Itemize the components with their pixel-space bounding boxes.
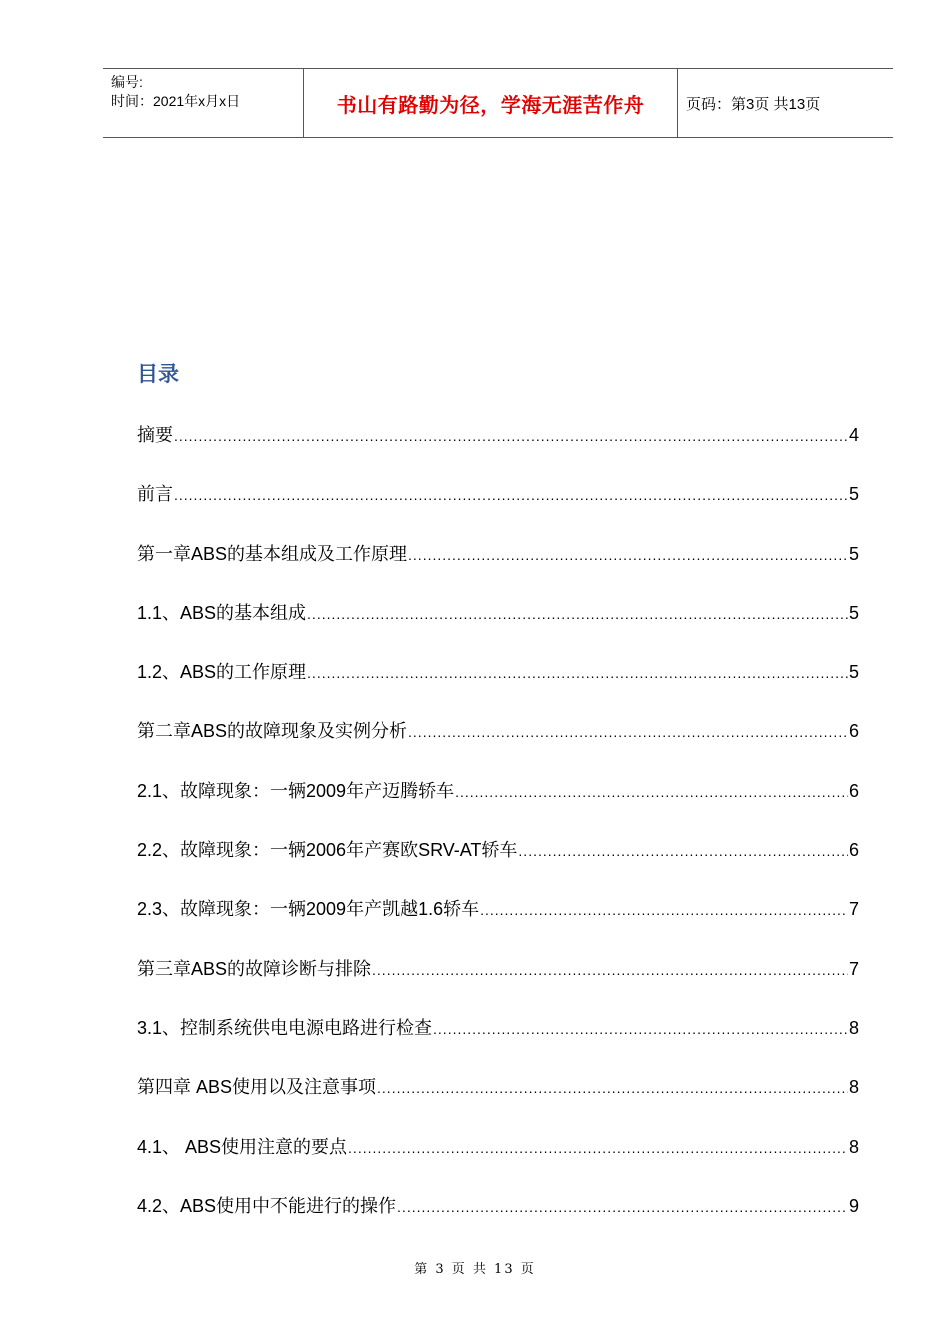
toc-entry[interactable] (137, 716, 859, 775)
toc-entry-text: 第一章ABS的基本组成及工作原理 (137, 543, 408, 564)
header-page-label: 页码：第3页 共13页 (686, 95, 821, 113)
toc-leader-dots (307, 658, 848, 688)
toc-entry-text: 3.1、控制系统供电电源电路进行检查 (137, 1017, 433, 1038)
page-footer: 第 3 页 共 13 页 (414, 1262, 536, 1277)
toc-entry-text: 1.2、ABS的工作原理 (137, 662, 307, 683)
toc-entry[interactable] (137, 420, 859, 479)
toc-entry-page: 5 (848, 662, 859, 683)
toc-leader-dots (377, 1073, 848, 1103)
toc-entry-page: 6 (848, 840, 859, 861)
toc-leader-dots (408, 717, 848, 747)
toc-entry-text: 第四章 ABS使用以及注意事项 (137, 1077, 377, 1098)
toc-entry-page: 4 (848, 425, 859, 445)
page-header (103, 68, 893, 138)
toc-entry-page: 5 (848, 543, 859, 564)
toc-leader-dots (372, 955, 848, 985)
toc-entry-page: 6 (848, 780, 859, 801)
toc-entry-page: 8 (848, 1017, 859, 1038)
toc-entry[interactable] (137, 1132, 859, 1191)
toc-leader-dots (455, 777, 848, 807)
toc-entry[interactable] (137, 1191, 859, 1250)
toc-leader-dots (397, 1192, 848, 1222)
toc-entry[interactable] (137, 776, 859, 835)
toc-entry[interactable] (137, 598, 859, 657)
toc-leader-dots (307, 599, 848, 629)
toc-entry[interactable] (137, 479, 859, 538)
toc-entry-text: 1.1、ABS的基本组成 (137, 602, 307, 623)
header-info (103, 69, 304, 137)
toc-entry-text: 前言 (137, 484, 173, 505)
toc-entry-text: 第二章ABS的故障现象及实例分析 (137, 721, 408, 742)
toc-entry-text: 2.3、故障现象：一辆2009年产凯越1.6轿车 (137, 899, 480, 920)
toc-entry-page: 8 (848, 1077, 859, 1098)
toc-entry-page: 9 (848, 1195, 859, 1216)
toc-entry[interactable] (137, 539, 859, 598)
toc-title: 目录 (137, 363, 179, 386)
toc-entry[interactable] (137, 835, 859, 894)
toc-entry-text: 4.2、ABS使用中不能进行的操作 (137, 1195, 397, 1216)
toc-leader-dots (518, 836, 848, 866)
toc-entry-page: 5 (848, 602, 859, 623)
toc-entry-text: 第三章ABS的故障诊断与排除 (137, 958, 372, 979)
toc-entry-page: 7 (848, 958, 859, 979)
toc-leader-dots (174, 421, 848, 451)
toc-entry[interactable] (137, 1013, 859, 1072)
toc-leader-dots (408, 540, 848, 570)
document-time-label: 时间：2021年x月x日 (111, 93, 241, 109)
toc-entry-page: 8 (848, 1136, 859, 1157)
toc-entry-page: 6 (848, 721, 859, 742)
document-number-label: 编号: (111, 74, 143, 90)
toc-entry-page: 5 (848, 484, 859, 505)
toc-leader-dots (348, 1133, 848, 1163)
toc-leader-dots (433, 1014, 848, 1044)
toc-leader-dots (480, 895, 848, 925)
toc-entry-text: 摘要 (137, 425, 173, 445)
toc-entry-page: 7 (848, 899, 859, 920)
toc-entry[interactable] (137, 894, 859, 953)
toc-leader-dots (174, 480, 848, 510)
header-motto: 书山有路勤为径，学海无涯苦作舟 (304, 69, 678, 137)
toc-entry[interactable] (137, 1072, 859, 1131)
table-of-contents (137, 420, 859, 1250)
toc-entry-text: 4.1、 ABS使用注意的要点 (137, 1136, 348, 1157)
toc-entry-text: 2.1、故障现象：一辆2009年产迈腾轿车 (137, 780, 455, 801)
toc-entry-text: 2.2、故障现象：一辆2006年产赛欧SRV-AT轿车 (137, 840, 518, 861)
toc-entry[interactable] (137, 954, 859, 1013)
toc-entry[interactable] (137, 657, 859, 716)
